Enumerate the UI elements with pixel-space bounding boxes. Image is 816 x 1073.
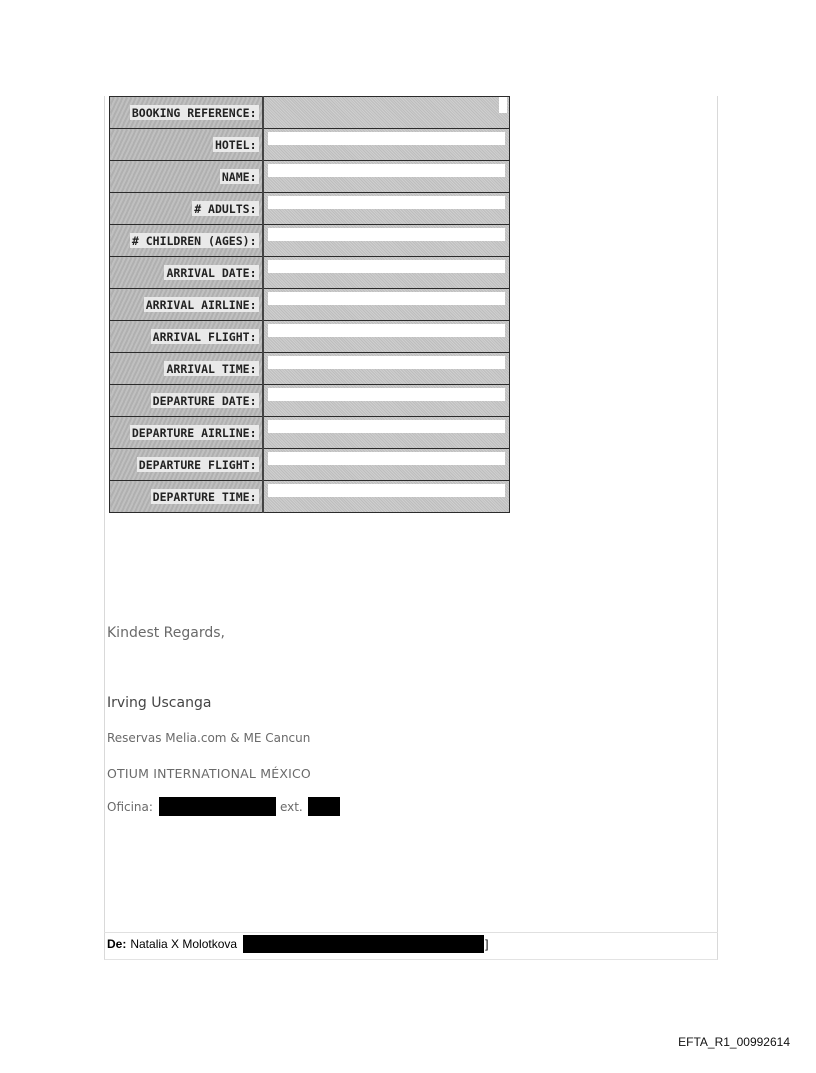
form-row-value-field [263,193,510,225]
form-row-label [110,193,263,225]
value-field-blank [268,484,506,497]
form-row-value-field [263,417,510,449]
form-row-value-field [263,225,510,257]
form-row-label-text: DEPARTURE TIME: [152,490,257,504]
ext-label: ext. [279,799,303,814]
signature-office-line [107,797,340,816]
header-divider [104,932,718,933]
form-row-label-text: # CHILDREN (AGES): [131,234,257,248]
form-row-value-field [263,353,510,385]
form-row [110,289,510,321]
form-row-label-text: DEPARTURE FLIGHT: [138,458,257,472]
from-name: Natalia X Molotkova [130,937,238,951]
form-row-label [110,385,263,417]
form-row-label [110,481,263,513]
form-row [110,161,510,193]
form-row [110,225,510,257]
form-row-label-text: HOTEL: [214,138,257,152]
form-row-value-field [263,321,510,353]
value-field-blank [268,388,506,401]
from-header-line [107,935,488,953]
form-row [110,353,510,385]
value-field-blank [268,292,506,305]
form-row-label [110,129,263,161]
form-row [110,449,510,481]
form-row-value-field [263,289,510,321]
form-row-label [110,321,263,353]
form-row-label-text: DEPARTURE AIRLINE: [131,426,257,440]
form-row-label-text: ARRIVAL TIME: [166,362,257,376]
form-row [110,417,510,449]
redaction-block [159,797,276,816]
value-field-blank [268,356,506,369]
form-row-label [110,257,263,289]
value-field-blank [268,452,506,465]
form-row-label [110,161,263,193]
form-row-value-field [263,97,510,129]
redaction-block [243,935,484,953]
value-field-blank [268,260,506,273]
form-row-value-field [263,385,510,417]
form-row-label-text: BOOKING REFERENCE: [131,106,257,120]
form-row-label-text: # ADULTS: [194,202,257,216]
form-row [110,481,510,513]
form-row-label [110,417,263,449]
form-row-value-field [263,449,510,481]
form-row-label-text: NAME: [221,170,257,184]
form-row-label-text: DEPARTURE DATE: [152,394,257,408]
value-field-blank [499,97,507,113]
value-field-blank [268,164,506,177]
value-field-blank [268,324,506,337]
form-row-label [110,353,263,385]
form-row-label [110,289,263,321]
closing-text: Kindest Regards, [107,625,225,641]
from-label: De: [107,937,127,951]
document-id: EFTA_R1_00992614 [678,1035,790,1049]
signature-company: Reservas Melia.com & ME Cancun [107,731,311,745]
office-label: Oficina: [107,799,153,814]
form-row-label [110,225,263,257]
form-row [110,97,510,129]
booking-form-table [109,96,510,513]
signature-name: Irving Uscanga [107,695,212,711]
form-row [110,257,510,289]
value-field-blank [268,196,506,209]
form-row-value-field [263,257,510,289]
value-field-blank [268,420,506,433]
form-row [110,193,510,225]
redaction-block [308,797,340,816]
value-field-blank [268,228,506,241]
form-row-value-field [263,161,510,193]
value-field-blank [268,132,506,145]
form-row-label [110,449,263,481]
form-row-label-text: ARRIVAL AIRLINE: [145,298,257,312]
form-row-label-text: ARRIVAL DATE: [166,266,257,280]
close-bracket: ] [485,937,489,951]
form-row-value-field [263,129,510,161]
form-row [110,385,510,417]
form-row-label [110,97,263,129]
form-row [110,129,510,161]
form-row [110,321,510,353]
form-row-label-text: ARRIVAL FLIGHT: [152,330,257,344]
signature-organization: OTIUM INTERNATIONAL MÉXICO [107,766,311,781]
form-row-value-field [263,481,510,513]
